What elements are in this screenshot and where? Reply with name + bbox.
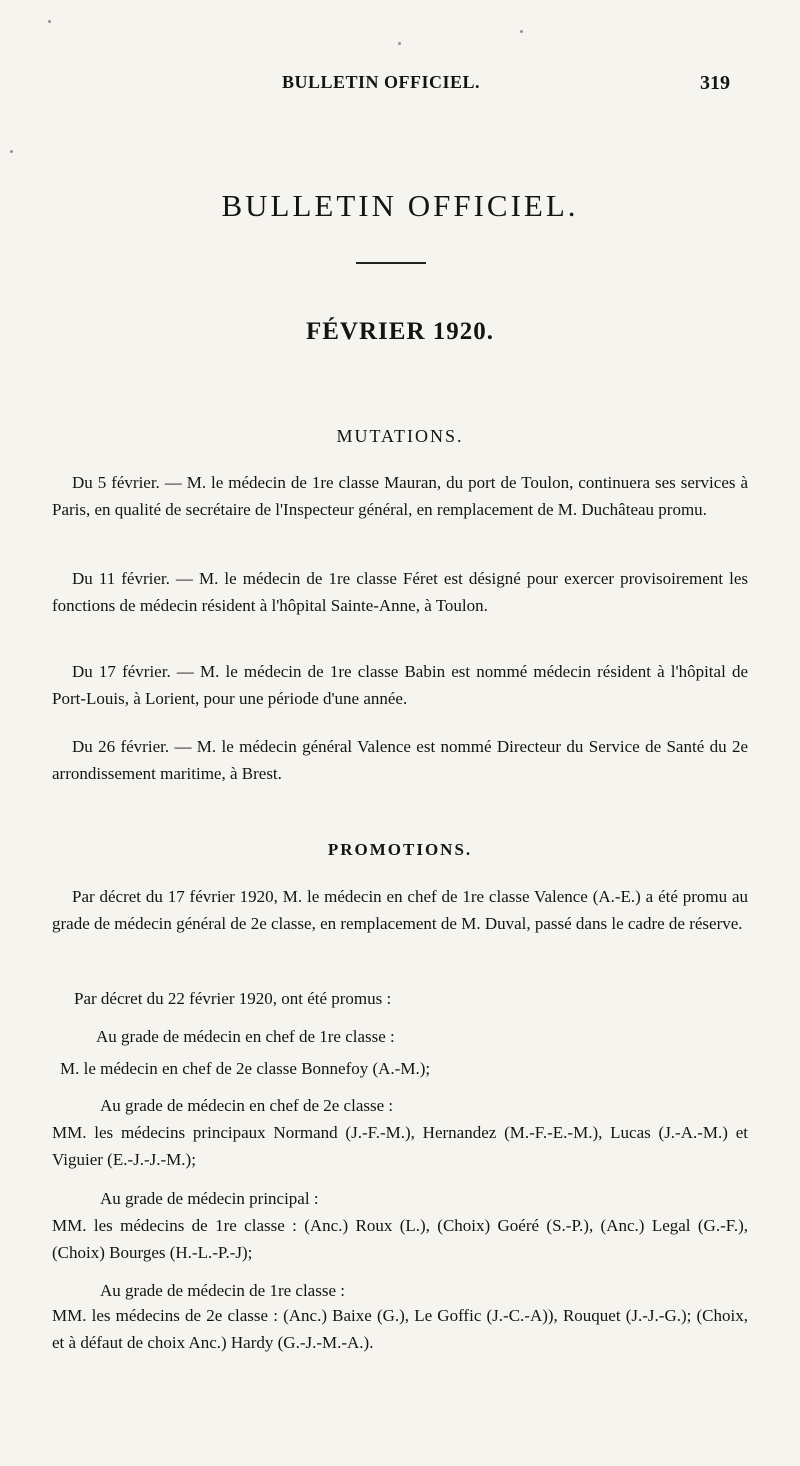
print-speck bbox=[520, 30, 523, 33]
decree-intro: Par décret du 22 février 1920, ont été promus : bbox=[74, 989, 392, 1008]
grade-heading: Au grade de médecin en chef de 1re classe : bbox=[96, 1027, 395, 1046]
promotions-heading: PROMOTIONS. bbox=[327, 840, 473, 859]
running-header bbox=[0, 72, 800, 96]
grade-text: MM. les médecins principaux Normand (J.-F.-M.), Hernandez (M.-F.-E.-M.), Lucas (J.-A.-M.) et Viguier (E.-J.-J.-M.); bbox=[52, 1123, 748, 1169]
grade-heading: Au grade de médecin de 1re classe : bbox=[100, 1281, 345, 1300]
print-speck bbox=[10, 150, 13, 153]
grade-text: MM. les médecins de 2e classe : (Anc.) Baixe (G.), Le Goffic (J.-C.-A)), Rouquet (J.-J.-G.); (Choix, et à défaut de choix Anc.) Hardy (G.-J.-M.-A.). bbox=[52, 1306, 748, 1352]
page-number: 319 bbox=[700, 72, 730, 94]
grade-text: MM. les médecins de 1re classe : (Anc.) Roux (L.), (Choix) Goéré (S.-P.), (Anc.) Legal (G.-F.), (Choix) Bourges (H.-L.-P.-J); bbox=[52, 1216, 748, 1262]
grade-text: M. le médecin en chef de 2e classe Bonnefoy (A.-M.); bbox=[60, 1059, 431, 1078]
mutations-heading: MUTATIONS. bbox=[336, 426, 464, 446]
promotion-paragraph: Par décret du 17 février 1920, M. le médecin en chef de 1re classe Valence (A.-E.) a été promu au grade de médecin général de 2e classe, en remplacement de M. Duval, passé dans le cadre de réserve. bbox=[52, 887, 748, 933]
grade-heading: Au grade de médecin principal : bbox=[100, 1189, 319, 1208]
running-title: BULLETIN OFFICIEL. bbox=[282, 72, 481, 92]
page-title: BULLETIN OFFICIEL. bbox=[221, 188, 579, 223]
print-speck bbox=[398, 42, 401, 45]
title-rule bbox=[356, 262, 426, 264]
print-speck bbox=[48, 20, 51, 23]
mutation-paragraph: Du 5 février. — M. le médecin de 1re classe Mauran, du port de Toulon, continuera ses services à Paris, en qualité de secrétaire de l'Inspecteur général, en remplacement de M. Duchâteau promu. bbox=[52, 473, 748, 519]
grade-heading: Au grade de médecin en chef de 2e classe : bbox=[100, 1096, 394, 1115]
mutation-paragraph: Du 26 février. — M. le médecin général Valence est nommé Directeur du Service de Santé du 2e arrondissement maritime, à Brest. bbox=[52, 737, 748, 783]
mutation-paragraph: Du 17 février. — M. le médecin de 1re classe Babin est nommé médecin résident à l'hôpital de Port-Louis, à Lorient, pour une période d'une année. bbox=[52, 662, 748, 708]
mutation-paragraph: Du 11 février. — M. le médecin de 1re classe Féret est désigné pour exercer provisoirement les fonctions de médecin résident à l'hôpital Sainte-Anne, à Toulon. bbox=[52, 569, 748, 615]
month-heading: FÉVRIER 1920. bbox=[305, 318, 494, 345]
